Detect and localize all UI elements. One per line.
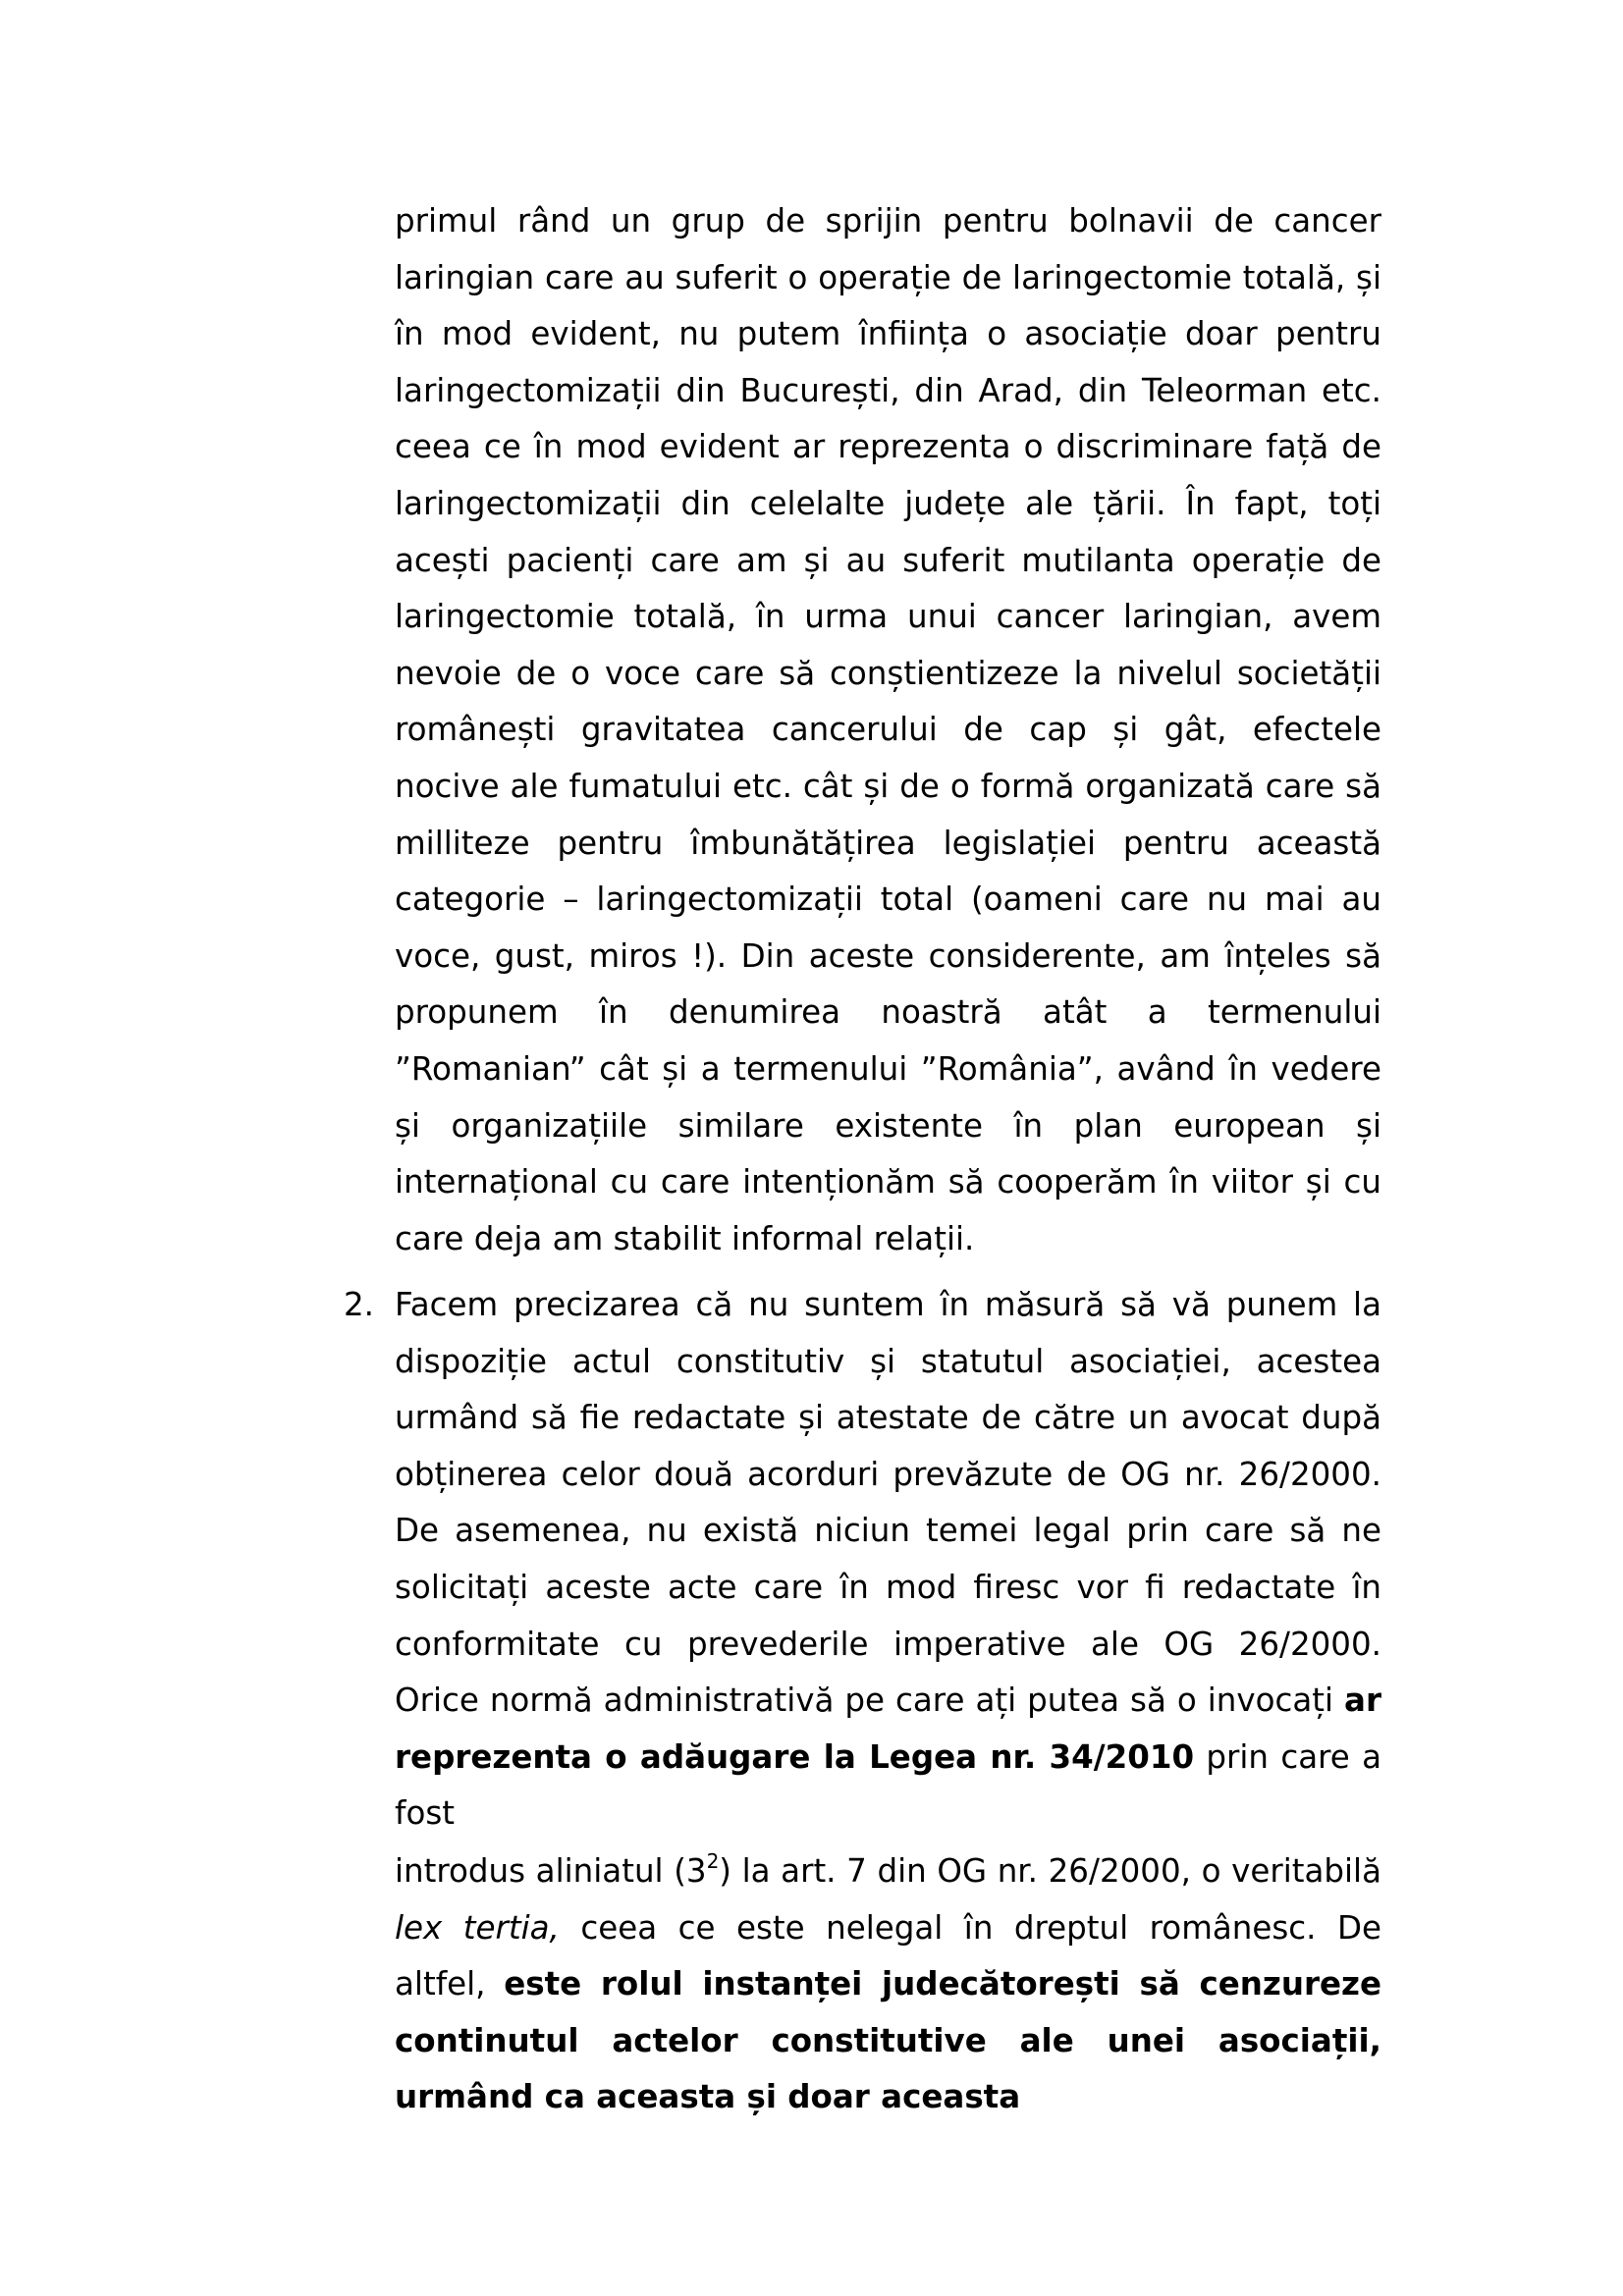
paragraph-text-3: ceea ce este nelegal în dreptul românesc. De altfel,: [395, 1908, 1381, 2003]
list-item-text: Facem precizarea că nu suntem în măsură să vă punem la dispoziție actul constitutiv și statutul asociației, acestea urmând să fie redactate și atestate de către un avocat după obținerea celor două acorduri prevăzute de OG nr. 26/2000. De asemenea, nu există niciun temei legal prin care să ne solicitați aceste acte care în mod firesc vor fi redactate în conformitate cu prevederile imperative ale OG 26/2000. Orice normă administrativă pe care ați putea să o invocați: [395, 1286, 1381, 1720]
bold-text: ar reprezenta o adăugare la Legea nr. 34/2010: [395, 1682, 1381, 1776]
list-item-text-end: prin care a fost: [395, 1737, 1381, 1833]
paragraph-text: primul rând un grup de sprijin pentru bolnavii de cancer laringian care au suferit o operație de laringectomie totală, și în mod evident, nu putem înființa o asociație doar pentru laringectomizații din București, din Arad, din Teleorman etc. ceea ce în mod evident ar reprezenta o discriminare față de laringectomizații din celelalte județe ale țării. În fapt, toți acești pacienți care am și au suferit mutilanta operație de laringectomie totală, în urma unui cancer laringian, avem nevoie de o voce care să conștientizeze la nivelul societății românești gravitatea cancerului de cap și gât, efectele nocive ale fumatului etc. cât și de o formă organizată care să milliteze pentru îmbunătățirea legislației pentru această categorie – laringectomizații total (oameni care nu mai au voce, gust, miros !). Din aceste considerente, am înțeles să propunem în denumirea noastră atât a termenului ”Romanian” cât și a termenului ”România”, având în vedere și organizațiile similare existente în plan european și internațional cu care intenționăm să cooperăm în viitor și cu care deja am stabilit informal relații.: [395, 202, 1381, 1257]
bold-text: este rolul instanței judecătorești să cenzureze continutul actelor constitutive ale unei asociații, urmând ca aceasta și doar aceasta: [395, 1965, 1381, 2116]
superscript: 2: [706, 1849, 720, 1873]
paragraph-text-2: ) la art. 7 din OG nr. 26/2000, o veritabilă: [719, 1852, 1381, 1890]
paragraph-3: [395, 1843, 1381, 2126]
paragraph-text: introdus aliniatul (3: [395, 1852, 707, 1890]
paragraph-continued: [395, 193, 1381, 1267]
list-item-2: [344, 1277, 1381, 1842]
list-number: 2.: [344, 1286, 375, 1323]
italic-text: lex tertia,: [395, 1908, 560, 1947]
